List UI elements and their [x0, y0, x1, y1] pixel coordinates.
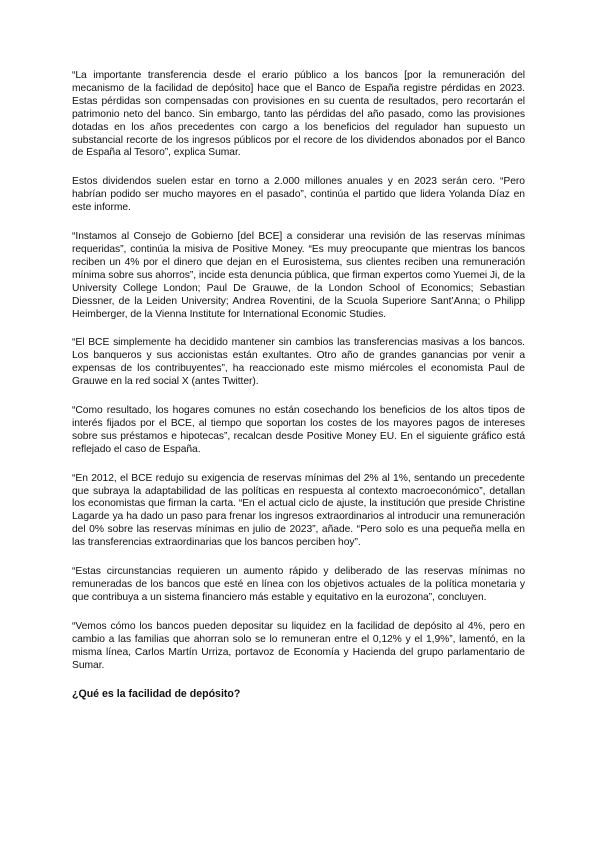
- paragraph-gap: [72, 550, 525, 566]
- paragraph-conclusion: “Estas circunstancias requieren un aumento rápido y deliberado de las reservas mínimas no remuneradas de los bancos que esté en línea con los objetivos actuales de la política monetaria y que contribuya a un sistema financiero más estable y equitativo en la eurozona”, concluyen.: [72, 566, 525, 603]
- paragraph-gap: [72, 321, 525, 337]
- paragraph-positive-money-letter: “Instamos al Consejo de Gobierno [del BCE] a considerar una revisión de las reservas mínimas requeridas”, continúa la misiva de Positive Money. “Es muy preocupante que mientras los bancos reciben un 4% por el dinero que dejan en el Eurosistema, sus clientes reciben una remuneración mínima sobre sus ahorros”, incide esta denuncia pública, que firman expertos como Yuemei Ji, de la University College London; Paul De Grauwe, de la London School of Economics; Sebastian Diessner, de la Leiden University; Andrea Roventini, de la Scuola Superiore Sant’Anna; o Philipp Heimberger, de la Vienna Institute for International Economic Studies.: [72, 231, 525, 320]
- paragraph-reserve-requirements: “En 2012, el BCE redujo su exigencia de reservas mínimas del 2% al 1%, sentando un precedente que subraya la adaptabilidad de las políticas en respuesta al contexto macroeconómico”, detallan los economistas que firman la carta. “En el actual ciclo de ajuste, la institución que preside Christine Lagarde ya ha dado un paso para frenar los ingresos extraordinarios al introducir una remuneración del 0% sobre las reservas mínimas en julio de 2023”, añade. “Pero solo es una pequeña mella en las transferencias extraordinarias que los bancos perciben hoy”.: [72, 472, 525, 549]
- paragraph-gap: [72, 389, 525, 405]
- paragraph-gap: [72, 672, 525, 688]
- section-heading: ¿Qué es la facilidad de depósito?: [72, 688, 241, 701]
- paragraph-dividends: Estos dividendos suelen estar en torno a 2.000 millones anuales y en 2023 serán cero. “Pero habrían podido ser mucho mayores en el pasado”, continúa el partido que lidera Yolanda Díaz en este informe.: [72, 176, 525, 214]
- paragraph-de-grauwe-reaction: “El BCE simplemente ha decidido mantener sin cambios las transferencias masivas a los bancos. Los banqueros y sus accionistas están exultantes. Otro año de grandes ganancias por venir a expensas de los contribuyentes”, ha reaccionado este mismo miércoles el economista Paul de Grauwe en la red social X (antes Twitter).: [72, 337, 525, 388]
- paragraph-households: “Como resultado, los hogares comunes no están cosechando los beneficios de los altos tipos de interés fijados por el BCE, al tiempo que soportan los costes de los mayores pagos de intereses sobre sus préstamos e hipotecas”, recalcan desde Positive Money EU. En el siguiente gráfico está reflejado el caso de España.: [72, 405, 525, 455]
- paragraph-gap: [72, 605, 525, 621]
- paragraph-gap: [72, 457, 525, 473]
- paragraph-gap: [72, 215, 525, 231]
- paragraph-gap: [72, 160, 525, 176]
- paragraph-martin-urriza: “Vemos cómo los bancos pueden depositar su liquidez en la facilidad de depósito al 4%, pero en cambio a las familias que ahorran solo se lo remuneran entre el 0,12% y el 1,9%”, lamentó, en la misma línea, Carlos Martín Urriza, portavoz de Economía y Hacienda del grupo parlamentario de Sumar.: [72, 620, 525, 671]
- document-page: [72, 70, 525, 701]
- paragraph-sumar-quote: “La importante transferencia desde el erario público a los bancos [por la remuneración del mecanismo de la facilidad de depósito] hace que el Banco de España registre pérdidas en 2023. Estas pérdidas son compensadas con provisiones en su cuenta de resultados, pero recortarán el patrimonio neto del banco. Sin embargo, tanto las pérdidas del año pasado, como las provisiones dotadas en los años precedentes con cargo a los beneficios del regulador han supuesto un substancial recorte de los ingresos públicos por el recore de los dividendos abonados por el Banco de España al Tesoro”, explica Sumar.: [72, 70, 525, 159]
